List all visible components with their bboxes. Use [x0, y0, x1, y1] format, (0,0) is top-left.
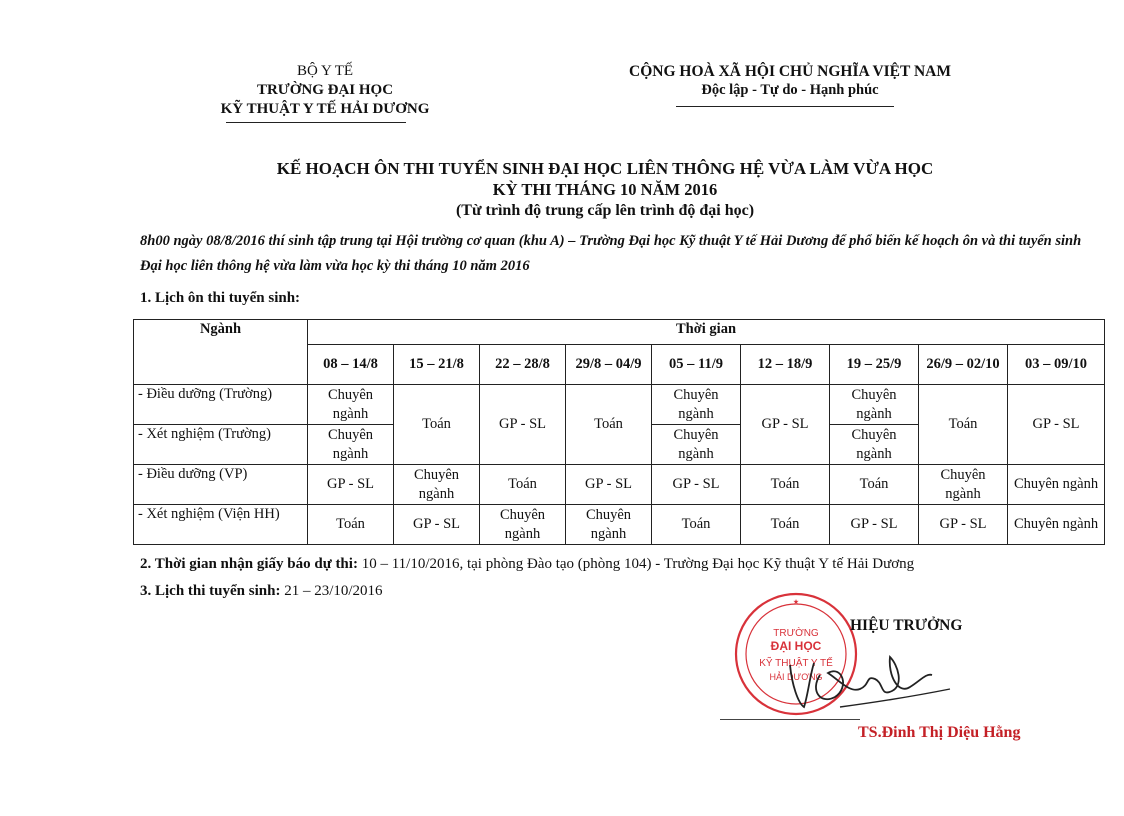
section2-label: 2. Thời gian nhận giấy báo dự thi: — [140, 556, 358, 572]
school-name-line1: TRƯỜNG ĐẠI HỌC — [256, 82, 394, 98]
section2-text: 10 – 11/10/2016, tại phòng Đào tạo (phòng 104) - Trường Đại học Kỹ thuật Y tế Hải Dương — [357, 556, 915, 572]
schedule-cell: Toán — [566, 385, 652, 465]
schedule-cell: Chuyên ngành — [1008, 465, 1105, 505]
header-time: Thời gian — [308, 320, 1105, 345]
schedule-cell: GP - SL — [480, 385, 566, 465]
document-title — [150, 158, 1060, 221]
header-right-underline — [676, 106, 894, 107]
national-header — [590, 62, 990, 100]
week-header: 15 – 21/8 — [394, 345, 480, 385]
schedule-cell: Toán — [308, 505, 394, 545]
schedule-cell: GP - SL — [652, 465, 741, 505]
handwritten-signature — [780, 645, 960, 715]
stamp-line3: KỸ THUẬT Y TẾ — [759, 658, 833, 669]
schedule-cell: Toán — [741, 465, 830, 505]
signer-title: HIỆU TRƯỞNG — [850, 617, 963, 634]
schedule-cell: Toán — [394, 385, 480, 465]
stamp-star-icon: ★ — [792, 599, 800, 606]
schedule-table — [133, 319, 1105, 545]
schedule-cell: GP - SL — [566, 465, 652, 505]
table-row — [134, 385, 1105, 425]
title-line1: KẾ HOẠCH ÔN THI TUYỂN SINH ĐẠI HỌC LIÊN THÔNG HỆ VỪA LÀM VỪA HỌC — [276, 159, 934, 178]
schedule-cell: Chuyên ngành — [919, 465, 1008, 505]
title-line3: (Từ trình độ trung cấp lên trình độ đại học) — [455, 202, 755, 219]
week-header: 08 – 14/8 — [308, 345, 394, 385]
stamp-line2: ĐẠI HỌC — [770, 639, 822, 653]
schedule-cell: GP - SL — [394, 505, 480, 545]
schedule-cell: Toán — [919, 385, 1008, 465]
major-cell: - Điều dưỡng (VP) — [134, 465, 308, 505]
agency-header — [170, 62, 480, 119]
section3-text: 21 – 23/10/2016 — [280, 583, 383, 599]
header-left-underline — [226, 122, 406, 123]
schedule-cell: Chuyên ngành — [652, 425, 741, 465]
table-row — [134, 465, 1105, 505]
schedule-cell: GP - SL — [919, 505, 1008, 545]
week-header: 12 – 18/9 — [741, 345, 830, 385]
week-header: 19 – 25/9 — [830, 345, 919, 385]
schedule-cell: Chuyên ngành — [566, 505, 652, 545]
stamp-line1: TRƯỜNG — [773, 628, 819, 639]
week-header: 29/8 – 04/9 — [566, 345, 652, 385]
signature-underline — [720, 719, 860, 720]
school-name-line2: KỸ THUẬT Y TẾ HẢI DƯƠNG — [220, 101, 430, 117]
major-cell: - Xét nghiệm (Trường) — [134, 425, 308, 465]
schedule-cell: Toán — [741, 505, 830, 545]
major-cell: - Điều dưỡng (Trường) — [134, 385, 308, 425]
schedule-cell: Chuyên ngành — [652, 385, 741, 425]
title-line2: KỲ THI THÁNG 10 NĂM 2016 — [492, 180, 718, 199]
schedule-cell: GP - SL — [308, 465, 394, 505]
week-header: 22 – 28/8 — [480, 345, 566, 385]
schedule-cell: Chuyên ngành — [1008, 505, 1105, 545]
schedule-cell: GP - SL — [741, 385, 830, 465]
schedule-cell: Toán — [652, 505, 741, 545]
ministry-name: BỘ Y TẾ — [296, 63, 354, 79]
section3-label: 3. Lịch thi tuyển sinh: — [140, 583, 281, 599]
schedule-cell: GP - SL — [1008, 385, 1105, 465]
schedule-cell: Toán — [830, 465, 919, 505]
intro-paragraph: 8h00 ngày 08/8/2016 thí sinh tập trung tại Hội trường cơ quan (khu A) – Trường Đại học Kỹ thuật Y tế Hải Dương để phổ biến kế hoạch ôn và thi tuyển sinh Đại học liên thông hệ vừa làm vừa học kỳ thi tháng 10 năm 2016 — [140, 233, 1082, 274]
section1-heading: 1. Lịch ôn thi tuyển sinh: — [140, 290, 301, 306]
major-cell: - Xét nghiệm (Viện HH) — [134, 505, 308, 545]
week-header: 05 – 11/9 — [652, 345, 741, 385]
national-motto: Độc lập - Tự do - Hạnh phúc — [701, 82, 879, 98]
week-header: 03 – 09/10 — [1008, 345, 1105, 385]
schedule-cell: Chuyên ngành — [308, 385, 394, 425]
schedule-cell: Chuyên ngành — [394, 465, 480, 505]
schedule-cell: Toán — [480, 465, 566, 505]
section2 — [140, 556, 914, 573]
table-row — [134, 505, 1105, 545]
schedule-cell: Chuyên ngành — [830, 425, 919, 465]
national-title: CỘNG HOÀ XÃ HỘI CHỦ NGHĨA VIỆT NAM — [629, 63, 951, 80]
stamp-line4: HẢI DƯƠNG — [769, 672, 823, 682]
schedule-cell: Chuyên ngành — [480, 505, 566, 545]
week-header: 26/9 – 02/10 — [919, 345, 1008, 385]
schedule-cell: GP - SL — [830, 505, 919, 545]
signer-name: TS.Đinh Thị Diệu Hằng — [858, 724, 1021, 741]
section3 — [140, 583, 383, 600]
schedule-cell: Chuyên ngành — [830, 385, 919, 425]
schedule-cell: Chuyên ngành — [308, 425, 394, 465]
header-major: Ngành — [134, 320, 308, 385]
